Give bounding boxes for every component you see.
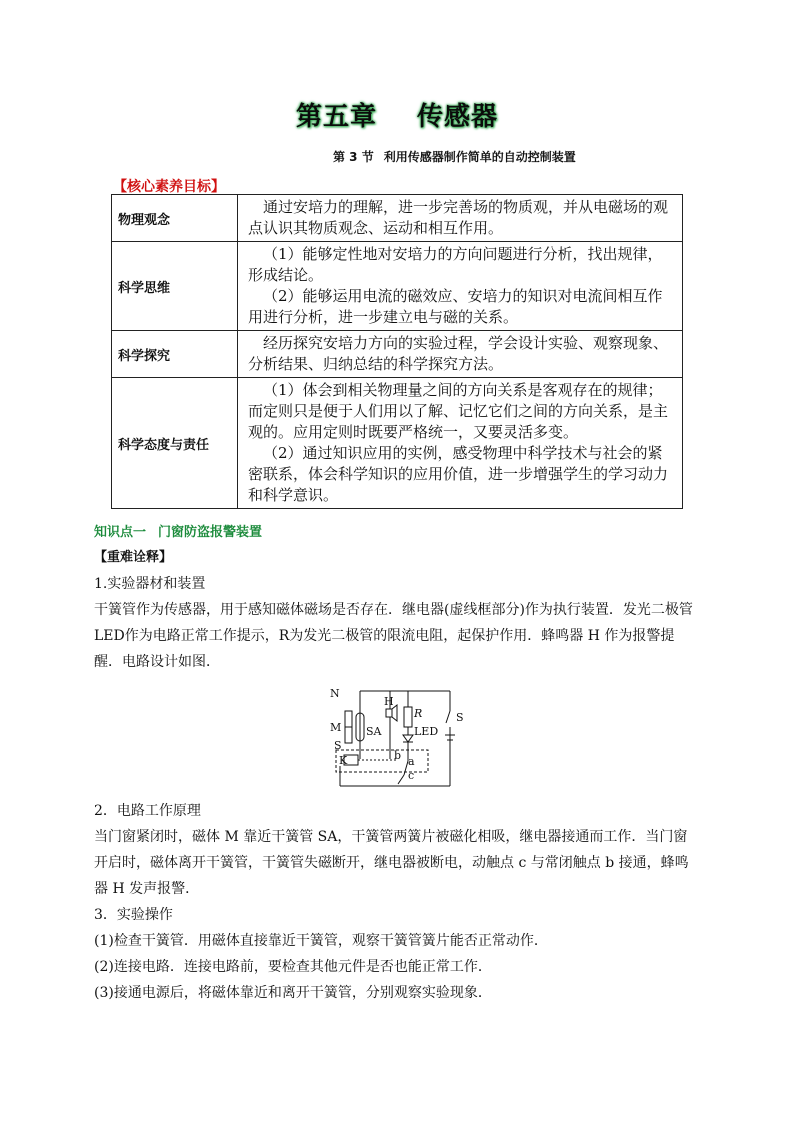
goals-heading: 【核心素养目标】	[113, 179, 225, 195]
step-3: (3)接通电源后，将磁体靠近和离开干簧管，分别观察实验现象．	[94, 985, 492, 1001]
label-n: N	[330, 687, 340, 700]
label-switch: S	[456, 711, 464, 724]
explain-heading: 【重难诠释】	[94, 550, 173, 565]
label-h: H	[384, 695, 394, 708]
section-title	[333, 148, 576, 165]
item1-title: 1.实验器材和装置	[94, 576, 206, 592]
core-goals-table	[111, 194, 683, 509]
row-paragraph: （1）能够定性地对安培力的方向问题进行分析，找出规律，形成结论。	[248, 245, 663, 284]
label-m: M	[330, 721, 342, 734]
label-k: K	[339, 754, 348, 767]
explanation-part1	[94, 545, 700, 675]
label-led: LED	[414, 725, 439, 738]
item1-text: 干簧管作为传感器，用于感知磁体磁场是否存在．继电器(虚线框部分)作为执行装置．发光二极管LED作为电路正常工作提示，R为发光二极管的限流电阻，起保护作用．蜂鸣器 H 作为报警提醒．电路设计如图．	[94, 602, 693, 670]
step-2: (2)连接电路．连接电路前，要检查其他元件是否也能正常工作．	[94, 959, 492, 975]
row-paragraph: 通过安培力的理解，进一步完善场的物质观，并从电磁场的观点认识其物质观念、运动和相互作用。	[248, 198, 669, 237]
knowledge-point-heading	[94, 521, 262, 540]
label-r: R	[414, 707, 423, 720]
row-content	[238, 331, 683, 378]
table-row	[112, 378, 683, 509]
row-paragraph: 经历探究安培力方向的实验过程，学会设计实验、观察现象、分析结果、归纳总结的科学探究方法。	[248, 334, 669, 373]
label-b: b	[394, 749, 402, 762]
row-paragraph: （2）通过知识应用的实例，感受物理中科学技术与社会的紧密联系，体会科学知识的应用价值，进一步增强学生的学习动力和科学意识。	[248, 444, 669, 504]
table-row	[112, 331, 683, 378]
row-label: 科学态度与责任	[112, 378, 238, 509]
label-s: S	[334, 739, 342, 752]
row-paragraph: （2）能够运用电流的磁效应、安培力的知识对电流间相互作用进行分析，进一步建立电与磁的关系。	[248, 287, 663, 326]
table-row	[112, 195, 683, 242]
chapter-number: 第五章	[295, 102, 377, 132]
item3-title: 3．实验操作	[94, 907, 173, 923]
circuit-diagram	[326, 683, 474, 793]
knowledge-point-title: 门窗防盗报警装置	[158, 525, 263, 540]
section-number: 第 3 节	[333, 150, 374, 164]
row-label: 物理观念	[112, 195, 238, 242]
label-a: a	[408, 755, 415, 768]
row-label: 科学探究	[112, 331, 238, 378]
chapter-title	[0, 96, 794, 133]
item2-title: 2．电路工作原理	[94, 803, 201, 819]
label-c: c	[408, 769, 415, 782]
row-label: 科学思维	[112, 242, 238, 331]
row-paragraph: （1）体会到相关物理量之间的方向关系是客观存在的规律；而定则只是便于人们用以了解、记忆它们之间的方向关系，是主观的。应用定则时既要严格统一，又要灵活多变。	[248, 381, 669, 441]
knowledge-point-label: 知识点一	[94, 525, 147, 540]
row-content	[238, 195, 683, 242]
item2-text: 当门窗紧闭时，磁体 M 靠近干簧管 SA，干簧管两簧片被磁化相吸，继电器接通而工作．当门窗开启时，磁体离开干簧管，干簧管失磁断开，继电器被断电，动触点 c 与常闭触点 b 接通，蜂鸣器 H 发声报警．	[94, 829, 689, 897]
chapter-name: 传感器	[417, 102, 499, 132]
explanation-part2	[94, 798, 700, 1006]
step-1: (1)检查干簧管．用磁体直接靠近干簧管，观察干簧管簧片能否正常动作．	[94, 933, 548, 949]
row-content	[238, 378, 683, 509]
label-sa: SA	[366, 725, 382, 738]
table-row	[112, 242, 683, 331]
row-content	[238, 242, 683, 331]
section-name: 利用传感器制作简单的自动控制装置	[383, 150, 576, 164]
